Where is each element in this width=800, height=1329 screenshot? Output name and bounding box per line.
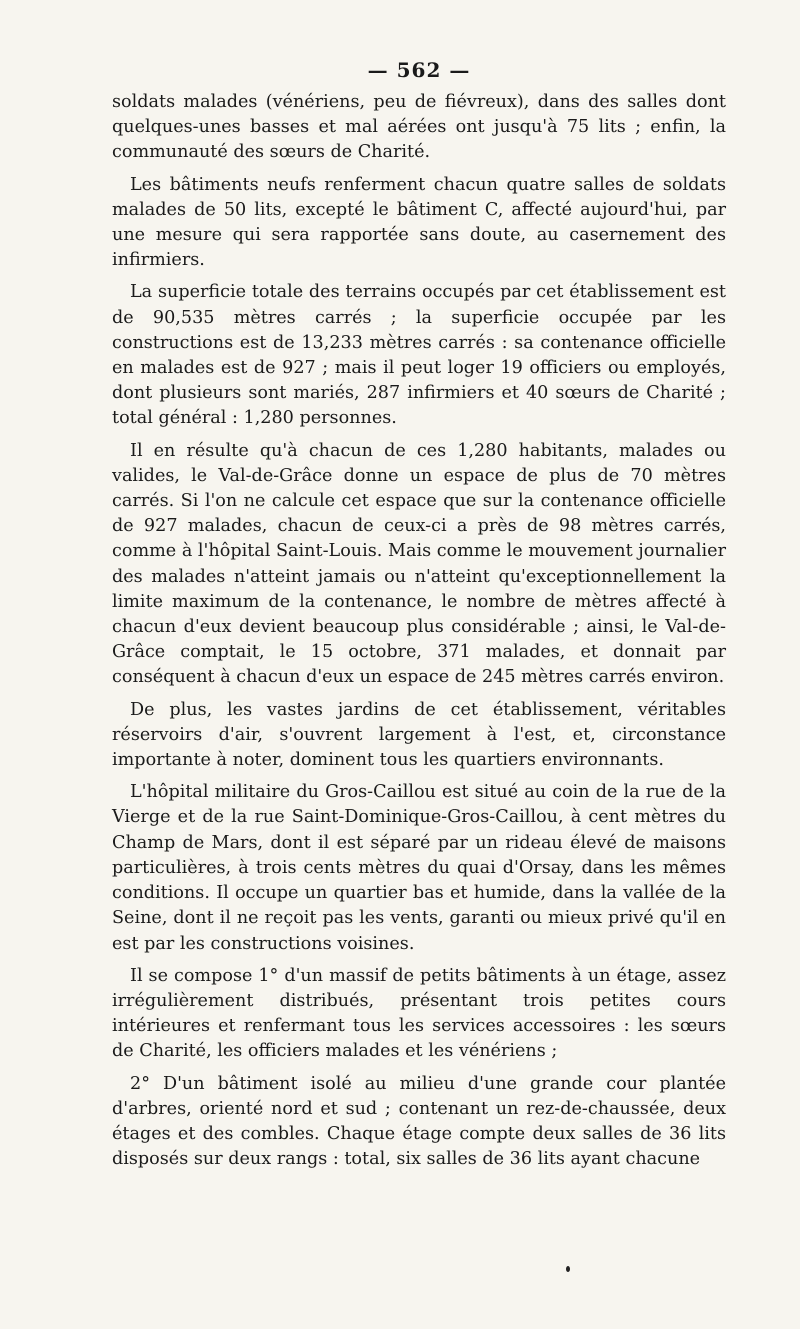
- paragraph-4: Il en résulte qu'à chacun de ces 1,280 habitants, malades ou valides, le Val-de-Grâce donne un espace de plus de 70 mètres carrés. Si l'on ne calcule cet espace que sur la contenance officielle de 927 malades, chacun de ceux-ci a près de 98 mètres carrés, comme à l'hôpital Saint-Louis. Mais comme le mouvement journalier des malades n'atteint jamais ou n'atteint qu'exceptionnellement la limite maximum de la contenance, le nombre de mètres affecté à chacun d'eux devient beaucoup plus considérable ; ainsi, le Val-de-Grâce comptait, le 15 octobre, 371 malades, et donnait par conséquent à chacun d'eux un espace de 245 mètres carrés environ.: [112, 440, 726, 688]
- paragraph-8: 2° D'un bâtiment isolé au milieu d'une grande cour plantée d'arbres, orienté nord et sud ; contenant un rez-de-chaussée, deux étages et des combles. Chaque étage compte deux salles de 36 lits disposés sur deux rangs : total, six salles de 36 lits ayant chacune: [112, 1073, 726, 1170]
- paragraph-3: La superficie totale des terrains occupés par cet établissement est de 90,535 mètres carrés ; la superficie occupée par les constructions est de 13,233 mètres carrés : sa contenance officielle en malades est de 927 ; mais il peut loger 19 officiers ou employés, dont plusieurs sont mariés, 287 infirmiers et 40 sœurs de Charité ; total général : 1,280 personnes.: [112, 282, 726, 429]
- paragraph-1: soldats malades (vénériens, peu de fiévreux), dans des salles dont quelques-unes basses et mal aérées ont jusqu'à 75 lits ; enfin, la communauté des sœurs de Charité.: [112, 92, 726, 163]
- page-body: [112, 58, 726, 1172]
- paragraph-5: De plus, les vastes jardins de cet établissement, véritables réservoirs d'air, s'ouvrent largement à l'est, et, circonstance importante à noter, dominent tous les quartiers environnants.: [112, 699, 726, 771]
- paragraph-6: L'hôpital militaire du Gros-Caillou est situé au coin de la rue de la Vierge et de la rue Saint-Dominique-Gros-Caillou, à cent mètres du Champ de Mars, dont il est séparé par un rideau élevé de maisons particulières, à trois cents mètres du quai d'Orsay, dans les mêmes conditions. Il occupe un quartier bas et humide, dans la vallée de la Seine, dont il ne reçoit pas les vents, garanti ou mieux privé qu'il en est par les constructions voisines.: [112, 782, 726, 954]
- paragraph-2: Les bâtiments neufs renferment chacun quatre salles de soldats malades de 50 lits, excepté le bâtiment C, affecté aujourd'hui, par une mesure qui sera rapportée sans doute, au casernement des infirmiers.: [112, 174, 726, 271]
- paragraph-7: Il se compose 1° d'un massif de petits bâtiments à un étage, assez irrégulièrement distribués, présentant trois petites cours intérieures et renfermant tous les services accessoires : les sœurs de Charité, les officiers malades et les vénériens ;: [112, 965, 726, 1062]
- page-number: — 562 —: [367, 58, 471, 82]
- ink-speck: [566, 1266, 570, 1272]
